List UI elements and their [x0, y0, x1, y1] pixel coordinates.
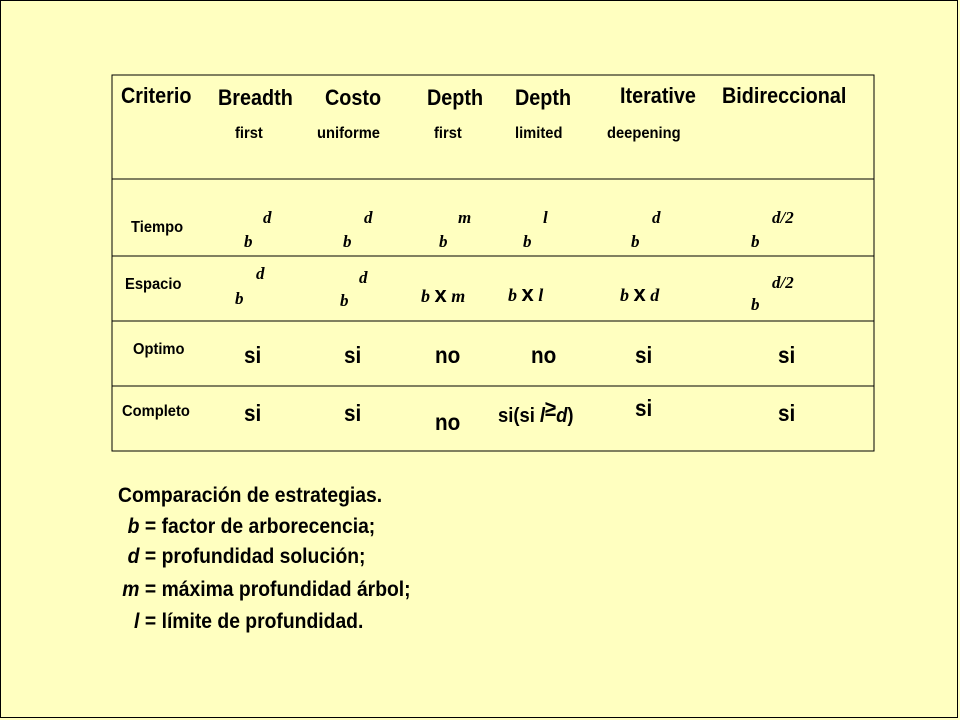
- tiempo-breadth-exp: d: [263, 208, 272, 227]
- tiempo-bidireccional-base: b: [751, 232, 760, 251]
- espacio-costo-base: b: [340, 291, 349, 310]
- tiempo-costo-exp: d: [364, 208, 373, 227]
- tiempo-depth-first-base: b: [439, 232, 448, 251]
- optimo-bidireccional: si: [778, 342, 796, 368]
- completo-cond-d: d: [556, 405, 568, 427]
- header-depth-first: Depth: [427, 85, 484, 110]
- header-costo: Costo: [325, 85, 382, 110]
- completo-depth-first: no: [435, 409, 461, 435]
- legend-symbol: b: [127, 515, 140, 538]
- legend-symbol: d: [127, 545, 140, 568]
- completo-cond-geq: ≥: [545, 396, 557, 421]
- legend-symbol: m: [122, 578, 140, 601]
- row-label-tiempo: Tiempo: [131, 219, 184, 236]
- espacio-depth-first: [421, 284, 465, 306]
- espacio-iterative-b: b: [620, 285, 629, 305]
- row-label-espacio: Espacio: [125, 276, 182, 293]
- completo-bidireccional: si: [778, 400, 796, 426]
- header-breadth: Breadth: [218, 85, 293, 110]
- tiempo-iterative-exp: d: [652, 208, 661, 227]
- row-label-completo: Completo: [122, 403, 190, 420]
- legend-item-b: [121, 516, 375, 537]
- header-criterio: Criterio: [121, 83, 192, 108]
- completo-cond-suffix: ): [567, 405, 574, 427]
- legend-symbol: l: [134, 610, 140, 633]
- espacio-bidireccional-base: b: [751, 295, 760, 314]
- completo-depth-limited: [498, 396, 574, 427]
- espacio-iterative-d: d: [650, 285, 660, 305]
- optimo-depth-first: no: [435, 342, 461, 368]
- espacio-costo-exp: d: [359, 268, 368, 287]
- completo-costo: si: [344, 400, 362, 426]
- row-label-optimo: Optimo: [133, 341, 185, 358]
- header-bidireccional: Bidireccional: [722, 83, 847, 108]
- optimo-depth-limited: no: [531, 342, 557, 368]
- espacio-iterative: [620, 283, 659, 305]
- legend-item-l: [121, 611, 363, 632]
- header-iterative: Iterative: [620, 83, 696, 108]
- tiempo-breadth-base: b: [244, 232, 253, 251]
- espacio-depth-limited-op: x: [521, 281, 534, 306]
- header-costo-sub: uniforme: [317, 125, 380, 142]
- completo-cond-prefix: si(si: [498, 405, 540, 427]
- header-depth-first-sub: first: [434, 125, 462, 142]
- completo-iterative: si: [635, 395, 653, 421]
- completo-cond-l: l: [539, 405, 546, 427]
- header-depth-limited-sub: limited: [515, 125, 563, 142]
- header-iterative-sub: deepening: [607, 125, 681, 142]
- legend-text: = profundidad solución;: [144, 545, 366, 568]
- header-depth-limited: Depth: [515, 85, 572, 110]
- legend-text: = límite de profundidad.: [144, 610, 364, 633]
- espacio-depth-first-m: m: [451, 286, 466, 306]
- tiempo-depth-first-exp: m: [458, 208, 472, 227]
- caption-title: Comparación de estrategias.: [118, 484, 383, 507]
- legend-item-d: [121, 546, 365, 567]
- espacio-depth-limited-b: b: [508, 285, 517, 305]
- espacio-depth-limited-l: l: [538, 285, 544, 305]
- tiempo-costo-base: b: [343, 232, 352, 251]
- espacio-iterative-op: x: [633, 281, 646, 306]
- optimo-iterative: si: [635, 342, 653, 368]
- tiempo-depth-limited-exp: l: [543, 208, 548, 227]
- espacio-bidireccional-exp: d/2: [772, 273, 794, 292]
- tiempo-depth-limited-base: b: [523, 232, 532, 251]
- legend-item-m: [121, 579, 411, 600]
- espacio-depth-first-b: b: [421, 286, 430, 306]
- legend-text: = máxima profundidad árbol;: [144, 578, 411, 601]
- tiempo-bidireccional-exp: d/2: [772, 208, 794, 227]
- espacio-breadth-base: b: [235, 289, 244, 308]
- espacio-depth-first-op: x: [434, 282, 447, 307]
- header-breadth-sub: first: [235, 125, 263, 142]
- tiempo-iterative-base: b: [631, 232, 640, 251]
- espacio-breadth-exp: d: [256, 264, 265, 283]
- completo-breadth: si: [244, 400, 262, 426]
- legend-text: = factor de arborecencia;: [144, 515, 376, 538]
- espacio-depth-limited: [508, 283, 543, 305]
- optimo-costo: si: [344, 342, 362, 368]
- optimo-breadth: si: [244, 342, 262, 368]
